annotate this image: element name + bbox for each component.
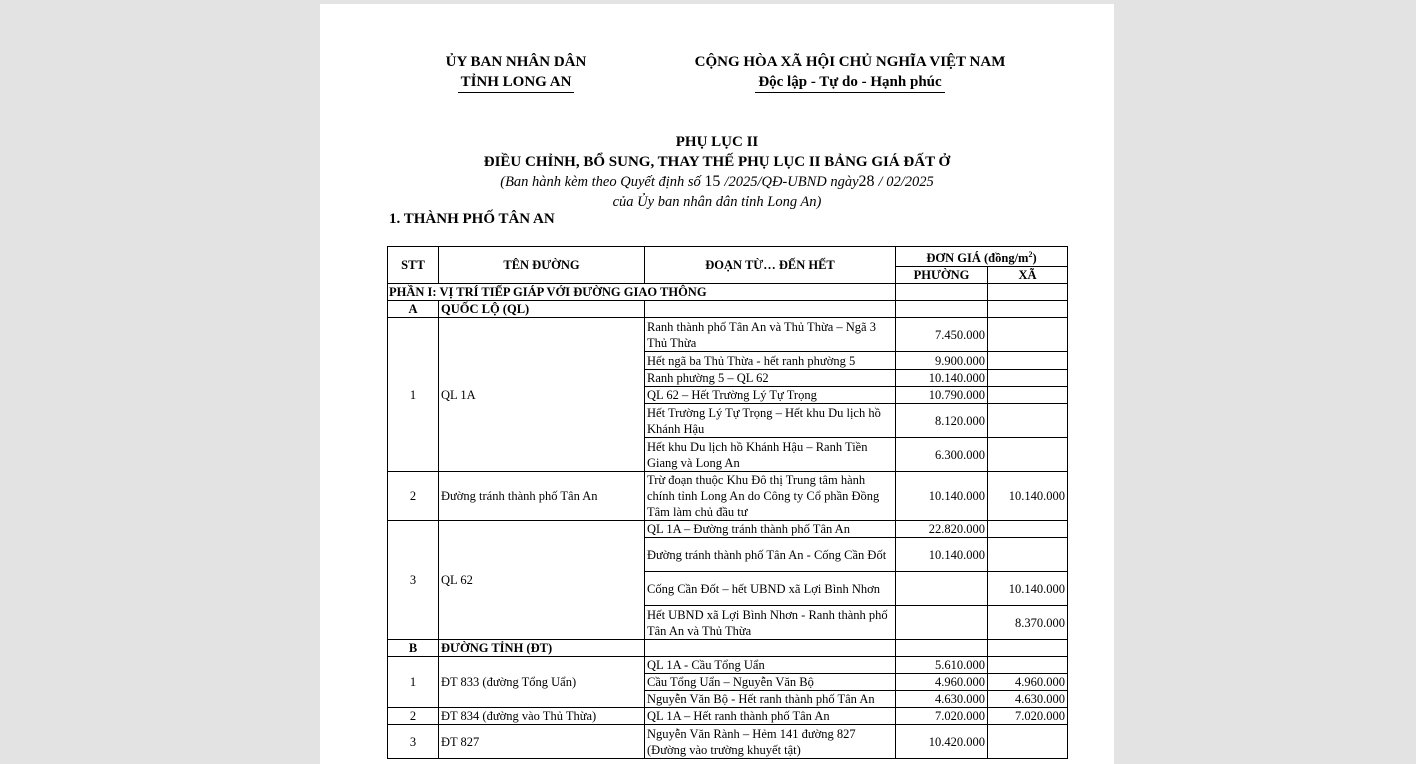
decision-date: / 02/2025 bbox=[878, 174, 934, 190]
price-phuong: 4.960.000 bbox=[896, 674, 988, 691]
part-row bbox=[388, 284, 1068, 301]
table-row bbox=[388, 657, 1068, 674]
road-name: QL 62 bbox=[439, 521, 645, 640]
header-doan: ĐOẠN TỪ… ĐẾN HẾT bbox=[645, 247, 896, 284]
price-xa bbox=[988, 438, 1068, 472]
price-phuong: 10.420.000 bbox=[896, 725, 988, 759]
decision-mid: /2025/QĐ-UBND ngày bbox=[724, 174, 859, 190]
decision-reference bbox=[320, 172, 1114, 192]
price-phuong: 7.020.000 bbox=[896, 708, 988, 725]
road-stt: 3 bbox=[388, 521, 439, 640]
segment-range: QL 1A – Hết ranh thành phố Tân An bbox=[645, 708, 896, 725]
appendix-title: PHỤ LỤC II bbox=[675, 134, 759, 150]
road-stt: 1 bbox=[388, 318, 439, 472]
segment-range: QL 1A – Đường tránh thành phố Tân An bbox=[645, 521, 896, 538]
table-row bbox=[388, 472, 1068, 521]
segment-range: Hết khu Du lịch hồ Khánh Hậu – Ranh Tiền Giang và Long An bbox=[645, 438, 896, 472]
segment-range: Nguyễn Văn Bộ - Hết ranh thành phố Tân An bbox=[645, 691, 896, 708]
issuer-reference: của Ủy ban nhân dân tỉnh Long An) bbox=[612, 194, 822, 210]
road-stt: 2 bbox=[388, 708, 439, 725]
price-xa: 4.630.000 bbox=[988, 691, 1068, 708]
price-xa: 10.140.000 bbox=[988, 572, 1068, 606]
empty-cell bbox=[896, 301, 988, 318]
segment-range: QL 62 – Hết Trường Lý Tự Trọng bbox=[645, 387, 896, 404]
empty-cell bbox=[988, 640, 1068, 657]
header-stt: STT bbox=[388, 247, 439, 284]
decision-prefix: (Ban hành kèm theo Quyết định số bbox=[500, 174, 705, 190]
price-xa bbox=[988, 387, 1068, 404]
road-name: ĐT 833 (đường Tổng Uẩn) bbox=[439, 657, 645, 708]
price-phuong: 8.120.000 bbox=[896, 404, 988, 438]
segment-range: Cống Cần Đốt – hết UBND xã Lợi Bình Nhơn bbox=[645, 572, 896, 606]
empty-cell bbox=[896, 284, 988, 301]
empty-cell bbox=[988, 301, 1068, 318]
price-xa bbox=[988, 352, 1068, 370]
national-title: CỘNG HÒA XÃ HỘI CHỦ NGHĨA VIỆT NAM bbox=[694, 54, 1006, 70]
appendix-subtitle: ĐIỀU CHỈNH, BỔ SUNG, THAY THẾ PHỤ LỤC II BẢNG GIÁ ĐẤT Ở bbox=[483, 154, 951, 170]
road-name: ĐT 834 (đường vào Thủ Thừa) bbox=[439, 708, 645, 725]
price-phuong bbox=[896, 572, 988, 606]
road-stt: 2 bbox=[388, 472, 439, 521]
price-xa: 7.020.000 bbox=[988, 708, 1068, 725]
price-phuong: 7.450.000 bbox=[896, 318, 988, 352]
document-page bbox=[320, 4, 1114, 764]
table-row bbox=[388, 725, 1068, 759]
price-phuong bbox=[896, 606, 988, 640]
header-don-gia-close: ) bbox=[1032, 251, 1037, 266]
price-phuong: 10.140.000 bbox=[896, 538, 988, 572]
document-title bbox=[320, 132, 1114, 212]
price-xa: 4.960.000 bbox=[988, 674, 1068, 691]
price-xa bbox=[988, 404, 1068, 438]
price-phuong: 10.790.000 bbox=[896, 387, 988, 404]
header-phuong: PHƯỜNG bbox=[896, 267, 988, 284]
national-header bbox=[680, 52, 1020, 93]
price-phuong: 10.140.000 bbox=[896, 370, 988, 387]
table-row bbox=[388, 521, 1068, 538]
segment-range: Hết Trường Lý Tự Trọng – Hết khu Du lịch hồ Khánh Hậu bbox=[645, 404, 896, 438]
national-motto: Độc lập - Tự do - Hạnh phúc bbox=[755, 74, 944, 93]
price-xa bbox=[988, 521, 1068, 538]
price-xa: 8.370.000 bbox=[988, 606, 1068, 640]
road-name: ĐT 827 bbox=[439, 725, 645, 759]
segment-range: QL 1A - Cầu Tổng Uẩn bbox=[645, 657, 896, 674]
segment-range: Ranh thành phố Tân An và Thủ Thừa – Ngã 3 Thủ Thừa bbox=[645, 318, 896, 352]
issuer-line-1: ỦY BAN NHÂN DÂN bbox=[445, 54, 587, 70]
price-phuong: 10.140.000 bbox=[896, 472, 988, 521]
header-don-gia-sup: 2 bbox=[1028, 250, 1033, 259]
segment-range: Cầu Tổng Uẩn – Nguyễn Văn Bộ bbox=[645, 674, 896, 691]
price-phuong: 5.610.000 bbox=[896, 657, 988, 674]
road-stt: 3 bbox=[388, 725, 439, 759]
section-title: 1. THÀNH PHỐ TÂN AN bbox=[389, 211, 555, 227]
empty-cell bbox=[896, 640, 988, 657]
road-stt: 1 bbox=[388, 657, 439, 708]
price-phuong: 22.820.000 bbox=[896, 521, 988, 538]
price-phuong: 4.630.000 bbox=[896, 691, 988, 708]
header-xa: XÃ bbox=[988, 267, 1068, 284]
decision-day: 28 bbox=[858, 173, 879, 190]
price-xa bbox=[988, 318, 1068, 352]
segment-range: Trừ đoạn thuộc Khu Đô thị Trung tâm hành chính tỉnh Long An do Công ty Cổ phần Đồng Tâm làm chủ đầu tư bbox=[645, 472, 896, 521]
group-name: ĐƯỜNG TỈNH (ĐT) bbox=[439, 640, 645, 657]
group-name: QUỐC LỘ (QL) bbox=[439, 301, 645, 318]
empty-cell bbox=[988, 284, 1068, 301]
group-row bbox=[388, 301, 1068, 318]
group-row bbox=[388, 640, 1068, 657]
segment-range: Hết ngã ba Thủ Thừa - hết ranh phường 5 bbox=[645, 352, 896, 370]
header-don-gia bbox=[896, 247, 1068, 267]
price-xa bbox=[988, 370, 1068, 387]
segment-range: Ranh phường 5 – QL 62 bbox=[645, 370, 896, 387]
empty-cell bbox=[645, 640, 896, 657]
group-code: A bbox=[388, 301, 439, 318]
price-xa bbox=[988, 657, 1068, 674]
road-name: QL 1A bbox=[439, 318, 645, 472]
table-row bbox=[388, 318, 1068, 352]
issuer-line-2: TỈNH LONG AN bbox=[458, 74, 575, 93]
road-name: Đường tránh thành phố Tân An bbox=[439, 472, 645, 521]
segment-range: Nguyễn Văn Rành – Hẻm 141 đường 827 (Đường vào trường khuyết tật) bbox=[645, 725, 896, 759]
part-label: PHẦN I: VỊ TRÍ TIẾP GIÁP VỚI ĐƯỜNG GIAO THÔNG bbox=[388, 284, 896, 301]
segment-range: Đường tránh thành phố Tân An - Cống Cần Đốt bbox=[645, 538, 896, 572]
group-code: B bbox=[388, 640, 439, 657]
price-phuong: 9.900.000 bbox=[896, 352, 988, 370]
land-price-table bbox=[387, 246, 1068, 759]
issuer-header bbox=[418, 52, 614, 93]
header-ten-duong: TÊN ĐƯỜNG bbox=[439, 247, 645, 284]
empty-cell bbox=[645, 301, 896, 318]
price-phuong: 6.300.000 bbox=[896, 438, 988, 472]
price-xa: 10.140.000 bbox=[988, 472, 1068, 521]
table-row bbox=[388, 708, 1068, 725]
price-xa bbox=[988, 538, 1068, 572]
segment-range: Hết UBND xã Lợi Bình Nhơn - Ranh thành phố Tân An và Thủ Thừa bbox=[645, 606, 896, 640]
decision-number: 15 bbox=[704, 173, 725, 190]
price-xa bbox=[988, 725, 1068, 759]
header-don-gia-text: ĐƠN GIÁ (đồng/m bbox=[926, 251, 1029, 266]
